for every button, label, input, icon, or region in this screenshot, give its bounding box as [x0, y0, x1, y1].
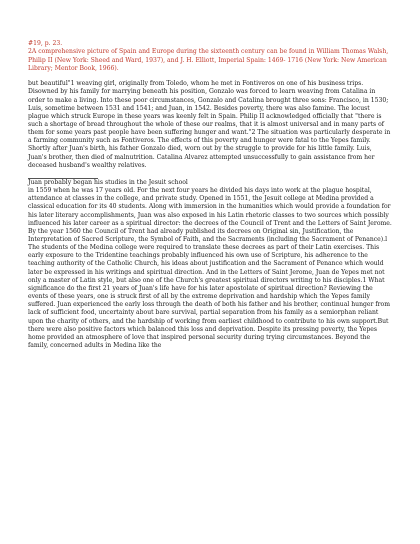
footnote-block	[28, 40, 392, 73]
footnote-text: 2A comprehensive picture of Spain and Europe during the sixteenth century can be found in William Thomas Walsh, Philip II (New York: Sheed and Ward, 1937), and J. H. Elliott, Imperial Spain: 1469- 1716 (New York: New American Library; Mentor Book, 1966).	[28, 48, 389, 72]
paragraph-jesuit-school: in 1559 when he was 17 years old. For the next four years he divided his days into work at the plague hospital, attendance at classes in the college, and private study. Opened in 1551, the Jesuit college at Medina provided a classical education for its 40 students. Along with immersion in the humanities which would provide a foundation for his later literary accomplishments, Juan was also exposed in his Latin rhetoric classes to two sources which possibly influenced his later career as a spiritual director: the decrees of the Council of Trent and the Letters of Saint Jerome. By the year 1560 the Council of Trent had already published its decrees on Original sin, Justification, the Interpretation of Sacred Scripture, the Symbol of Faith, and the Sacraments (including the Sacrament of Penance).l The students of the Medina college were required to translate these decrees as part of their Latin exercises. This early exposure to the Tridentine teachings probably influenced his own use of Scripture, his adherence to the teaching authority of the Catholic Church, his ideas about justification and the Sacrament of Penance which would later be expressed in his writings and spiritual direction. And in the Letters of Saint Jerome, Juan de Yepes met not only a master of Latin style, but also one of the Church's greatest spiritual directors writing to his disciples.1 What significance do the first 21 years of Juan's life have for his later apostolate of spiritual direction? Reviewing the events of these years, one is struck first of all by the extreme deprivation and hardship which the Yepes family suffered. Juan experienced the early loss through the death of both his father and his brother, continual hunger from lack of sufficient food, uncertainty about bare survival, partial separation from his family as a semiorphan reliant upon the charity of others, and the hardship of working from earliest childhood to contribute to his own support.But there were also positive factors which balanced this loss and deprivation. Despite its pressing poverty, the Yepes home provided an atmosphere of love that inspired personal security during trying circumstances. Beyond the family, concerned adults in Medina like the	[28, 187, 392, 350]
paragraph-lead: Juan probably began his studies in the Jesuit school	[28, 178, 188, 186]
footnote-reference: #19, p. 23.	[28, 40, 63, 47]
paragraph-family-poverty: Disowned by his family for marrying beneath his position, Gonzalo was forced to learn weaving from Catalina in order to make a living. Into these poor circumstances, Gonzalo and Catalina brought three sons: Francisco, in 1530; Luis, sometime between 1531 and 1541; and Juan, in 1542. Besides poverty, there was also famine. The locust plague which struck Europe in these years was keenly felt in Spain. Philip II acknowledged officially that "there is such a shortage of bread throughout the whole of these our realms, that it is almost universal and in many parts of them for some years past people have been suffering hunger and want."2 The situation was particularly desperate in a farming community such as Fontiveros. The effects of this poverty and hunger were fatal to the Yepes family. Shortly after Juan's birth, his father Gonzalo died, worn out by the struggle to provide for his little family. Luis, Juan's brother, then died of malnutrition. Catalina Alvarez attempted unsuccessfully to gain assistance from her deceased husband's wealthy relatives.	[28, 88, 391, 169]
paragraph-continuation: but beautiful"1 weaving girl, originally from Toledo, whom he met in Fontiveros on one of his business trips.	[28, 80, 364, 88]
